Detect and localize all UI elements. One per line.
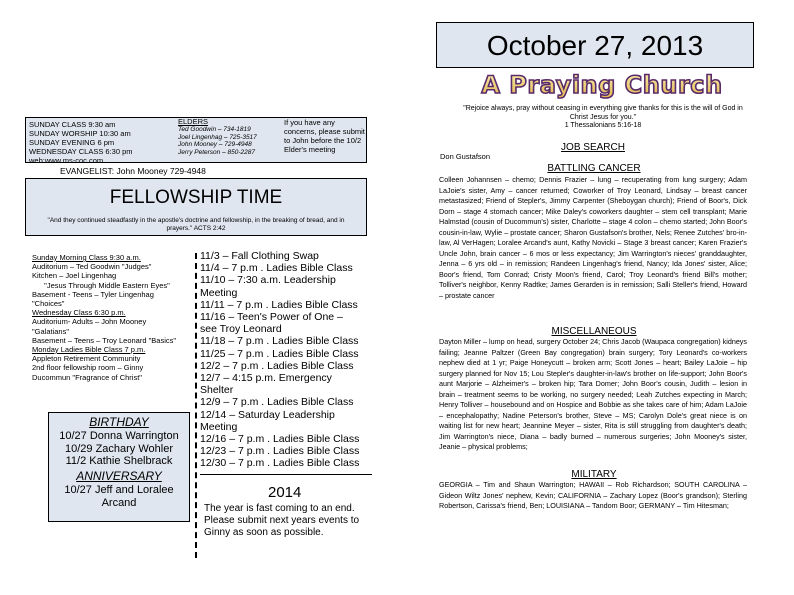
class-line: Basement – Teens – Troy Leonard "Basics" (32, 335, 177, 345)
birthday-item: 11/2 Kathie Shelbrack (65, 455, 173, 467)
event-line: Meeting (200, 420, 238, 433)
acts-quote: "And they continued steadfastly in the apostle's doctrine and fellowship, in the breaking of bread, and in prayers." ACTS 2:42 (47, 217, 345, 232)
class-schedule (32, 253, 182, 382)
class-heading: Monday Ladies Bible Class 7 p.m. (32, 345, 146, 355)
year-2014-note: The year is fast coming to an end. Please submit next years events to Ginny as soon as possible. (204, 503, 360, 538)
anniversary-list (49, 484, 189, 509)
event-line: 12/16 – 7 p.m . Ladies Bible Class (200, 433, 360, 446)
class-heading: Wednesday Class 6:30 p.m. (32, 308, 126, 318)
birthday-anniversary-box (48, 412, 190, 522)
event-line: Shelter (200, 384, 234, 397)
anniversary-item: 10/27 Jeff and Loralee Arcand (64, 484, 174, 509)
event-line: 11/4 – 7 p.m . Ladies Bible Class (200, 262, 353, 275)
schedule-line: SUNDAY WORSHIP 10:30 am (29, 129, 131, 138)
event-line: 11/11 – 7 p.m . Ladies Bible Class (200, 298, 358, 311)
class-line: Kitchen – Joel Lingenhag (32, 271, 117, 281)
event-line: 11/18 – 7 p.m . Ladies Bible Class (200, 335, 359, 348)
schedule-line: SUNDAY EVENING 6 pm (29, 138, 115, 147)
bulletin-date: October 27, 2013 (486, 30, 704, 61)
event-line: 12/2 – 7 p.m . Ladies Bible Class (200, 359, 354, 372)
service-schedule (29, 120, 133, 165)
birthday-item: 10/27 Donna Warrington (59, 430, 179, 442)
event-line: see Troy Leonard (200, 323, 282, 336)
quote-reference: 1 Thessalonians 5:16-18 (564, 122, 642, 129)
fellowship-box (25, 178, 367, 236)
thessalonians-quote (458, 105, 748, 131)
event-line: 12/7 – 4:15 p.m. Emergency (200, 372, 332, 385)
class-line: "Jesus Through Middle Eastern Eyes" (44, 280, 170, 290)
battling-cancer-text: Colleen Johannsen – chemo; Dennis Frazier – lung – recuperating from lung surgery; Adam LaJoie's sister, Amy – cancer returned; Coworker of Troy Leonard, Lindsay – breast cancer metastasized; Friend of Stepler's, Jimmy Carpenter (Sheboygan church); Friend of Boor's, Dick Dorn – stage 4 stomach cancer; Mike Daley's coworkers daughter – stem cell transplant; Marie Halmstad (cousin of Ducommun's) sister, Charlotte – stage 4 colon – chemo started; John Boor's cousin-in-law, Wylie – prostate cancer; Sharon Gustafson's brother, Nels; Renee Zutches' bro-in-law, Al VerHagen; Loralee Arcand's aunt, Kathy Novicki – Stage 3 breast cancer; Karen Frazier's Uncle John, brain cancer – 6 mos or less expectancy; Jim Warrington's nieces' granddaughter, Jenna – 6 yrs old – in remission; Randeen Lingenhag's friend, Nancy; Ida Jones' sister, Alice; Boor's friend, Tom Conrad; Cristy Moon's friend, Carol; Troy Leonard's friend Bill's mother; Tolliver's neighbor, Kenny Radtke; James Gerarden is in remission; Salli Steller's friend, Howard – prostate cancer (439, 175, 747, 300)
miscellaneous-heading: MISCELLANEOUS (551, 326, 637, 337)
event-line: 12/23 – 7 p.m . Ladies Bible Class (200, 445, 360, 458)
birthday-list (49, 430, 189, 468)
date-banner (436, 22, 754, 68)
website-line: web:www.ms-coc.com (29, 156, 104, 165)
birthday-heading: BIRTHDAY (89, 415, 149, 429)
elder-line: Joel Lingenhag – 725-3517 (178, 133, 257, 141)
job-search-name: Don Gustafson (440, 152, 491, 161)
elders-heading: ELDERS (178, 117, 209, 126)
event-line: 12/9 – 7 p.m . Ladies Bible Class (200, 396, 354, 409)
events-list (200, 250, 372, 470)
elder-line: John Mooney – 729-4948 (178, 141, 252, 149)
submit-concerns-note: If you have any concerns, please submit to John before the 10/2 Elder's meeting (284, 118, 365, 154)
praying-church-banner (481, 68, 723, 100)
schedule-line: SUNDAY CLASS 9:30 am (29, 120, 116, 129)
quote-text: "Rejoice always, pray without ceasing in everything give thanks for this is the will of God in Christ Jesus for you." (463, 105, 743, 121)
elders-list (178, 118, 288, 157)
event-line: 12/30 – 7 p.m . Ladies Bible Class (200, 457, 360, 470)
job-search-heading: JOB SEARCH (561, 142, 625, 153)
anniversary-heading: ANNIVERSARY (76, 469, 162, 483)
class-line: Appleton Retirement Community (32, 354, 141, 364)
military-text: GEORGIA – Tim and Shaun Warrington; HAWAII – Rob Richardson; SOUTH CAROLINA – Gideon Wiltz Jones' nephew, Kevin; CALIFORNIA – Zachary Lopez (Boor's grandson); Sterling Robertson, Carissa's friend, Ben; LOUISIANA – Tandom Boor; GERMANY – Tim Hitesman; (439, 480, 747, 510)
praying-church-text: A Praying Church (481, 71, 723, 99)
class-line: 2nd floor fellowship room – Ginny Ducommun "Fragrance of Christ" (32, 363, 144, 382)
event-line: 11/10 – 7:30 a.m. Leadership (200, 274, 336, 287)
military-heading: MILITARY (571, 469, 617, 480)
elder-line: Ted Goodwin – 734-1819 (178, 125, 251, 133)
miscellaneous-text: Dayton Miller – lump on head, surgery October 24; Chris Jacob (Waupaca congregation) kidneys failing; Jeanne Paltzer (Green Bay congregation) brain surgery; Tory Leonard's co-workers nephew died at 1 yr; Paige Honeycutt – broken arm; Scott Jones – heart; Bailey LaJoie – hip surgery planned for Nov 15; Lou Stepler's daughter-in-law's brother on life-support; John Boor's aunt Marjorie – Alzheimer's – broken hip; Tara Domer; John Boor's cousin, Judith – lesion in brain – treatment seems to be working, no surgery needed; Leah Zutches expecting in March; Henry Tolliver – housebound and on Hospice and Bobbie as she takes care of him; Adam LaJoie – encephalopathy; Nadine Peterson's brother, Steve – MS; Carolyn Dole's great niece is on waiting list for new heart; Jeannine Meyer – sister, Rita is still struggling from daughter's death; Jim Warrington's niece, Diana – badly burned – numerous surgeries; John Mooney's sister, Jeanie – physical problems; (439, 337, 747, 451)
fellowship-title: FELLOWSHIP TIME (109, 187, 283, 208)
birthday-item: 10/29 Zachary Wohler (64, 442, 174, 455)
event-line: 11/3 – Fall Clothing Swap (200, 250, 319, 262)
battling-cancer-heading: BATTLING CANCER (547, 163, 641, 174)
class-line: Auditorium – Ted Goodwin "Judges" (32, 262, 152, 272)
praying-church-wordart (481, 68, 723, 100)
event-line: 11/16 – Teen's Power of One – (200, 311, 343, 324)
class-heading: Sunday Morning Class 9:30 a.m. (32, 253, 141, 262)
events-divider (200, 474, 372, 475)
class-line: Auditorium- Adults – John Mooney "Galatians" (32, 317, 147, 336)
event-line: 12/14 – Saturday Leadership (200, 408, 335, 421)
evangelist-line: EVANGELIST: John Mooney 729-4948 (60, 166, 206, 176)
elder-line: Jerry Peterson – 850-2287 (178, 149, 255, 157)
year-2014-heading: 2014 (268, 484, 302, 501)
column-divider (195, 253, 197, 558)
event-line: Meeting (200, 286, 238, 299)
event-line: 11/25 – 7 p.m . Ladies Bible Class (200, 347, 359, 360)
class-line: Basement - Teens – Tyler Lingenhag "Choices" (32, 289, 154, 309)
church-info-box (25, 117, 367, 163)
schedule-line: WEDNESDAY CLASS 6:30 pm (29, 147, 133, 156)
